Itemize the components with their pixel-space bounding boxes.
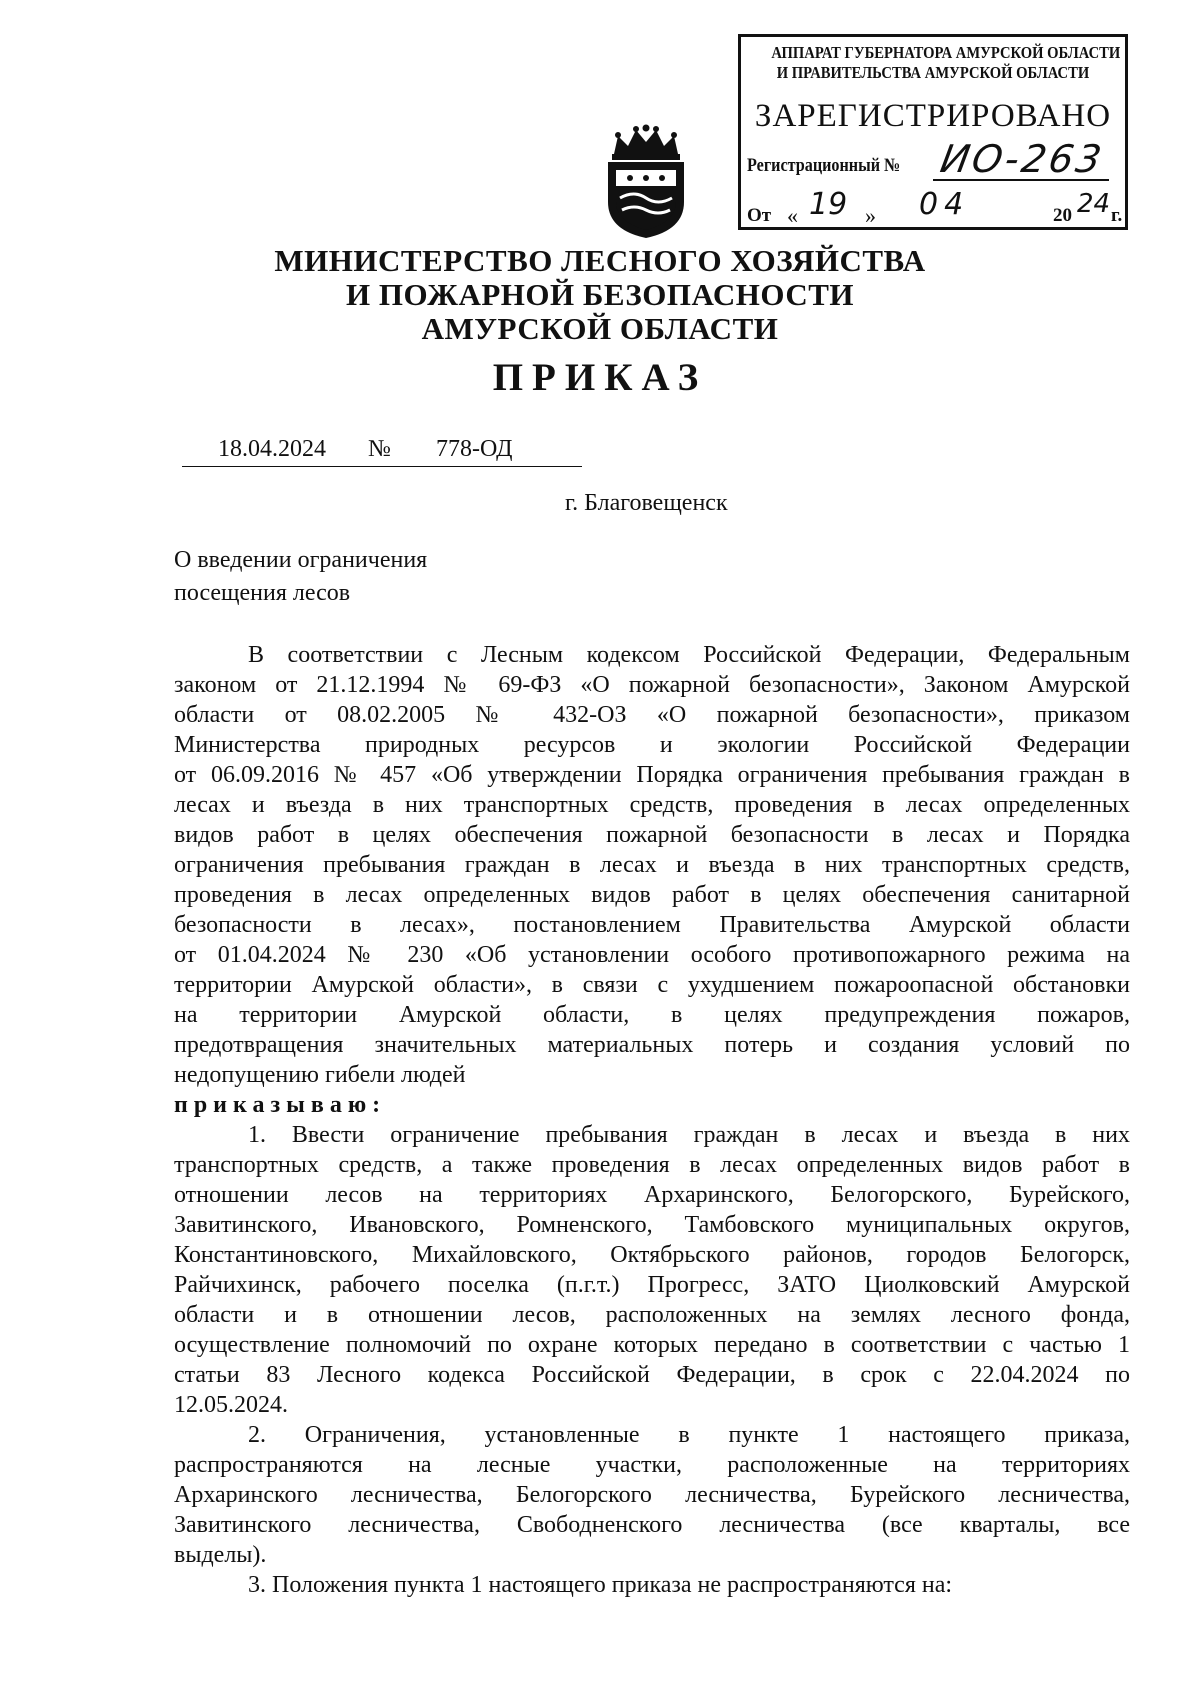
text-line: от 06.09.2016 № 457 «Об утверждении Порядка ограничения пребывания граждан в xyxy=(174,762,1130,788)
preamble-paragraph xyxy=(174,640,1130,1120)
text-line: территории Амурской области», в связи с ухудшением пожароопасной обстановки xyxy=(174,972,1130,998)
stamp-apparat-line2: И ПРАВИТЕЛЬСТВА АМУРСКОЙ ОБЛАСТИ xyxy=(776,63,1090,82)
item-2-paragraph xyxy=(174,1420,1130,1570)
text-line: предотвращения значительных материальных потерь и создания условий по xyxy=(174,1032,1130,1058)
text-line: видов работ в целях обеспечения пожарной безопасности в лесах и Порядка xyxy=(174,822,1130,848)
order-subject-line2: посещения лесов xyxy=(174,580,351,606)
stamp-quote-open: « xyxy=(787,203,798,228)
text-line: Райчихинск, рабочего поселка (п.г.т.) Прогресс, ЗАТО Циолковский Амурской xyxy=(174,1272,1130,1298)
text-line: Завитинского лесничества, Свободненского лесничества (все кварталы, все xyxy=(174,1512,1130,1538)
stamp-year-prefix: 20 xyxy=(1053,205,1072,226)
text-line: транспортных средств, а также проведения в лесах определенных видов работ в xyxy=(174,1152,1130,1178)
stamp-quote-close: » xyxy=(865,203,876,228)
order-subject xyxy=(174,544,427,610)
text-line: осуществление полномочий по охране которых передано в соответствии с частью 1 xyxy=(174,1332,1130,1358)
text-line: проведения в лесах определенных видов работ в целях обеспечения санитарной xyxy=(174,882,1130,908)
coat-of-arms-icon xyxy=(600,124,692,240)
stamp-year-suffix: 24 xyxy=(1077,189,1111,219)
stamp-date-row xyxy=(747,187,1123,231)
item-1-paragraph xyxy=(174,1120,1130,1420)
order-number-underline xyxy=(182,466,582,467)
text-line: ограничения пребывания граждан в лесах и въезда в них транспортных средств, xyxy=(174,852,1130,878)
text-line: области и в отношении лесов, расположенных на землях лесного фонда, xyxy=(174,1302,1130,1328)
order-number-row xyxy=(182,436,602,468)
text-line: законом от 21.12.1994 № 69-ФЗ «О пожарной безопасности», Законом Амурской xyxy=(174,672,1130,698)
text-line: В соответствии с Лесным кодексом Российской Федерации, Федеральным xyxy=(248,642,1130,668)
text-line: 12.05.2024. xyxy=(174,1392,288,1418)
text-line: распространяются на лесные участки, расположенные на территориях xyxy=(174,1452,1130,1478)
stamp-reg-number-label: Регистрационный № xyxy=(747,155,901,176)
stamp-day: 19 xyxy=(809,187,848,222)
stamp-apparat xyxy=(771,43,1121,83)
text-line: Завитинского, Ивановского, Ромненского, Тамбовского муниципальных округов, xyxy=(174,1212,1130,1238)
text-line: Архаринского лесничества, Белогорского лесничества, Бурейского лесничества, xyxy=(174,1482,1130,1508)
registration-stamp xyxy=(738,34,1128,230)
text-line: области от 08.02.2005 № 432-ОЗ «О пожарной безопасности», приказом xyxy=(174,702,1130,728)
text-line: на территории Амурской области, в целях предупреждения пожаров, xyxy=(174,1002,1130,1028)
stamp-date-underline xyxy=(785,227,1097,229)
ministry-name-line3: АМУРСКОЙ ОБЛАСТИ xyxy=(421,311,779,346)
text-line: от 01.04.2024 № 230 «Об установлении особого противопожарного режима на xyxy=(174,942,1130,968)
order-number: 778-ОД xyxy=(436,436,513,462)
text-line: Министерства природных ресурсов и экологии Российской Федерации xyxy=(174,732,1130,758)
text-line: Константиновского, Михайловского, Октябрьского районов, городов Белогорск, xyxy=(174,1242,1130,1268)
item-3-paragraph xyxy=(174,1570,1130,1600)
stamp-year-unit: г. xyxy=(1111,205,1123,226)
text-line: 3. Положения пункта 1 настоящего приказа не распространяются на: xyxy=(248,1572,953,1598)
text-line: статьи 83 Лесного кодекса Российской Федерации, в срок с 22.04.2024 по xyxy=(174,1362,1130,1388)
stamp-registered: ЗАРЕГИСТРИРОВАНО xyxy=(754,98,1112,134)
stamp-apparat-line1: АППАРАТ ГУБЕРНАТОРА АМУРСКОЙ ОБЛАСТИ xyxy=(771,43,1121,62)
stamp-month: 04 xyxy=(919,187,970,222)
text-line: безопасности в лесах», постановлением Правительства Амурской области xyxy=(174,912,1130,938)
text-line: 2. Ограничения, установленные в пункте 1 настоящего приказа, xyxy=(248,1422,1130,1448)
city: г. Благовещенск xyxy=(565,490,728,516)
text-line: 1. Ввести ограничение пребывания граждан в лесах и въезда в них xyxy=(248,1122,1130,1148)
text-line: выделы). xyxy=(174,1542,267,1568)
text-line: отношении лесов на территориях Архаринского, Белогорского, Бурейского, xyxy=(174,1182,1130,1208)
order-number-sign: № xyxy=(368,436,391,462)
document-type-title: ПРИКАЗ xyxy=(492,356,708,399)
ministry-name-line1: МИНИСТЕРСТВО ЛЕСНОГО ХОЗЯЙСТВА xyxy=(274,243,926,278)
order-word: приказываю: xyxy=(174,1092,387,1118)
ministry-name-line2: И ПОЖАРНОЙ БЕЗОПАСНОСТИ xyxy=(345,277,855,312)
order-date: 18.04.2024 xyxy=(218,436,326,462)
text-line: недопущению гибели людей xyxy=(174,1062,466,1088)
order-subject-line1: О введении ограничения xyxy=(174,547,428,573)
stamp-reg-number-value: ИО-263 xyxy=(937,137,1108,181)
stamp-date-prefix: От xyxy=(747,205,772,226)
text-line: лесах и въезда в них транспортных средств, проведения в лесах определенных xyxy=(174,792,1130,818)
